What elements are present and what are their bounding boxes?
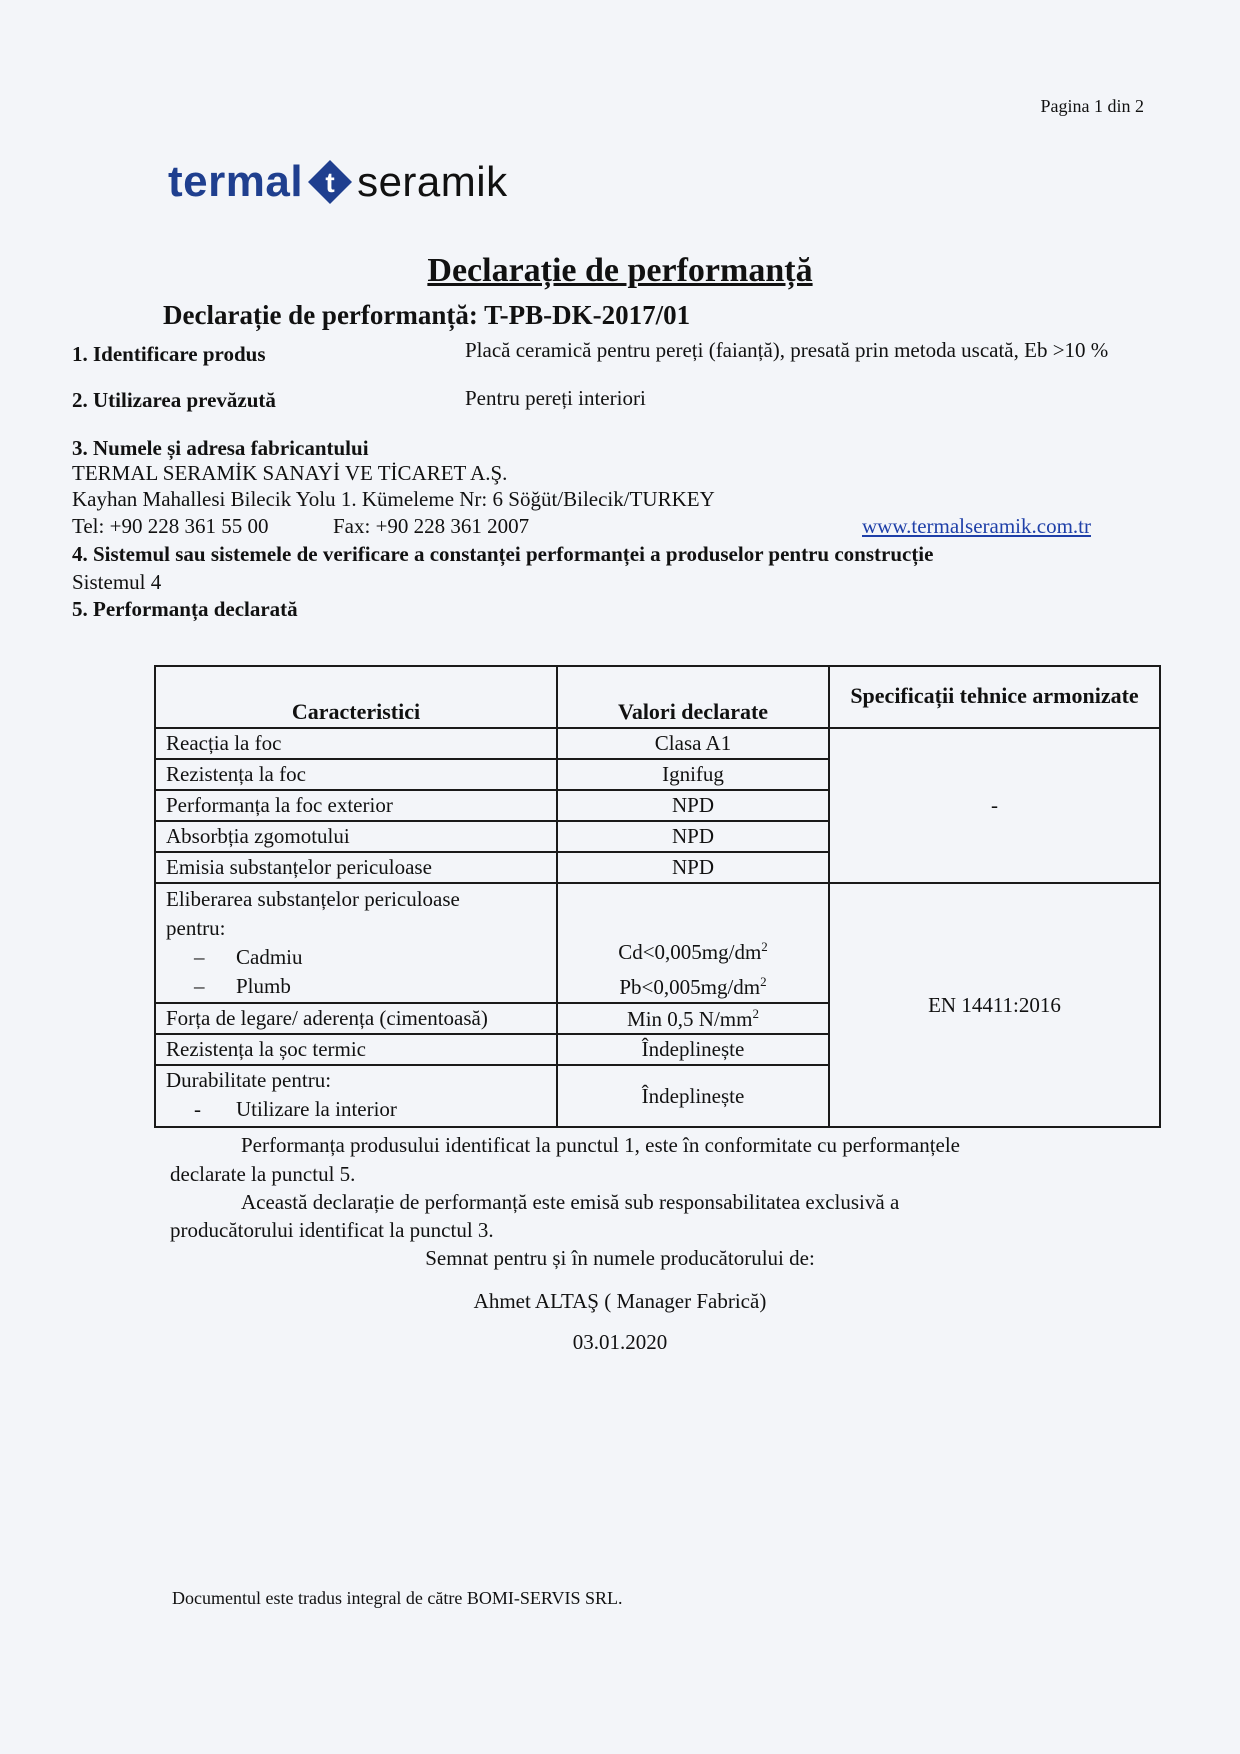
row-value: Îndeplinește [557, 1034, 829, 1065]
responsibility-line1: Această declarație de performanță este emisă sub responsabilitatea exclusivă a [241, 1190, 900, 1214]
logo-text-part1: termal [168, 157, 304, 206]
header-declared-values: Valori declarate [557, 666, 829, 728]
row-label: Reacția la foc [155, 728, 557, 759]
company-name: TERMAL SERAMİK SANAYİ VE TİCARET A.Ş. [72, 461, 508, 485]
signed-for-text: Semnat pentru și în numele producătorului de: [425, 1246, 815, 1270]
page-number: Pagina 1 din 2 [1040, 96, 1144, 116]
conformity-line1: Performanța produsului identificat la punctul 1, este în conformitate cu performanțele [241, 1133, 961, 1157]
section1-value: Placă ceramică pentru pereți (faianță), presată prin metoda uscată, Eb >10 % [465, 338, 1109, 362]
section5-label: 5. Performanța declarată [72, 597, 298, 621]
conformity-line2: declarate la punctul 5. [170, 1162, 356, 1186]
header-characteristics: Caracteristici [155, 666, 557, 728]
spec-cell-top: - [829, 728, 1160, 883]
table-row [155, 728, 1160, 759]
list-item-text: Utilizare la interior [236, 1097, 397, 1121]
logo-text-part2: seramik [357, 158, 508, 205]
cadmium-value: $Cd<0,005mg/dm^2$ [618, 939, 768, 964]
table-header-row [155, 666, 1160, 728]
row-label: Performanța la foc exterior [155, 790, 557, 821]
row-label: Rezistența la șoc termic [155, 1034, 557, 1065]
section2-label: 2. Utilizarea prevăzută [72, 388, 276, 412]
row-value: Îndeplinește [557, 1065, 829, 1127]
row-value: Clasa A1 [557, 728, 829, 759]
list-dash: – [194, 945, 205, 969]
document-title: Declarație de performanță [427, 252, 813, 289]
list-item [166, 943, 546, 972]
hazardous-release-line2: pentru: [166, 916, 226, 940]
section3-label: 3. Numele și adresa fabricantului [72, 436, 369, 460]
row-value: NPD [557, 821, 829, 852]
section4-label: 4. Sistemul sau sistemele de verificare a constanței performanței a produselor pentru construcție [72, 542, 934, 566]
company-address: Kayhan Mahallesi Bilecik Yolu 1. Kümeleme Nr: 6 Söğüt/Bilecik/TURKEY [72, 487, 715, 511]
list-item-text: Plumb [236, 974, 291, 998]
list-dash: – [194, 974, 205, 998]
section2-value: Pentru pereți interiori [465, 386, 646, 410]
row-label: Emisia substanțelor periculoase [155, 852, 557, 883]
row-label: Rezistența la foc [155, 759, 557, 790]
company-logo [168, 152, 508, 212]
row-value-hazardous-release [557, 883, 829, 1003]
list-dash: - [194, 1097, 201, 1121]
row-value: Min 0,5 $N/mm^2$ [557, 1003, 829, 1034]
row-label: Forța de legare/ aderența (cimentoasă) [155, 1003, 557, 1034]
header-technical-specs: Specificații tehnice armonizate [829, 666, 1160, 728]
logo-badge-icon [307, 159, 353, 205]
signature-date: 03.01.2020 [572, 1330, 668, 1354]
durability-line1: Durabilitate pentru: [166, 1068, 332, 1092]
hazardous-release-line1: Eliberarea substanțelor periculoase [166, 887, 460, 911]
row-label-hazardous-release [155, 883, 557, 1003]
table-row [155, 883, 1160, 1003]
company-phone: Tel: +90 228 361 55 00 [72, 514, 269, 538]
company-fax: Fax: +90 228 361 2007 [333, 514, 530, 538]
responsibility-line2: producătorului identificat la punctul 3. [170, 1218, 494, 1242]
section1-label: 1. Identificare produs [72, 342, 266, 366]
row-value: NPD [557, 852, 829, 883]
list-item [166, 972, 546, 1001]
row-value: NPD [557, 790, 829, 821]
row-label: Absorbția zgomotului [155, 821, 557, 852]
list-item-text: Cadmiu [236, 945, 303, 969]
row-value: Ignifug [557, 759, 829, 790]
translation-footer: Documentul este tradus integral de către BOMI-SERVIS SRL. [172, 1588, 623, 1608]
company-website-link[interactable]: www.termalseramik.com.tr [862, 514, 1091, 538]
signatory-name: Ahmet ALTAŞ ( Manager Fabrică) [473, 1289, 767, 1313]
performance-table [154, 665, 1161, 1128]
lead-value: $Pb<0,005mg/dm^2$ [619, 974, 767, 999]
row-label-durability [155, 1065, 557, 1127]
list-item [166, 1095, 546, 1124]
declaration-id: Declarație de performanță: T-PB-DK-2017/01 [163, 300, 691, 330]
logo-badge-letter: t [325, 167, 335, 198]
section4-value: Sistemul 4 [72, 570, 162, 594]
spec-cell-bottom: EN 14411:2016 [829, 883, 1160, 1127]
